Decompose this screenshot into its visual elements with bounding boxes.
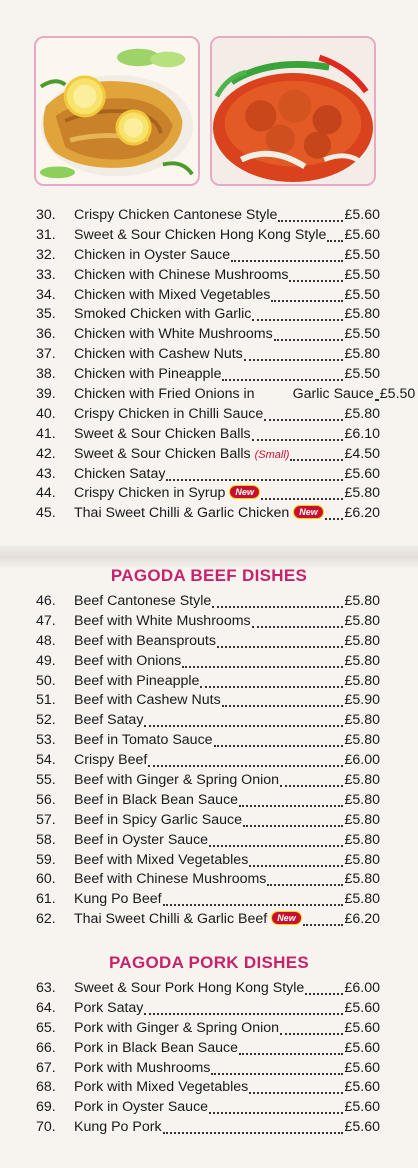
item-price: £5.60 — [344, 1059, 380, 1076]
dot-leader — [249, 1092, 343, 1094]
item-price: £5.60 — [344, 226, 380, 243]
dot-leader — [375, 399, 379, 401]
item-price: £5.80 — [344, 593, 380, 609]
menu-item — [36, 979, 380, 999]
item-name: Chicken in Oyster Sauce — [74, 246, 231, 263]
item-price: £5.80 — [344, 672, 380, 689]
item-price: £5.50 — [344, 266, 380, 283]
dot-leader — [209, 845, 343, 847]
item-price: £5.50 — [344, 246, 380, 263]
item-name: Chicken with White Mushrooms — [74, 326, 273, 343]
dot-leader — [252, 439, 344, 441]
item-price: £5.60 — [344, 1039, 380, 1056]
item-name: Thai Sweet Chilli & Garlic Beef — [74, 911, 268, 928]
menu-item — [36, 632, 380, 652]
item-number: 48. — [36, 632, 56, 649]
dot-leader — [278, 220, 343, 222]
item-number: 69. — [36, 1099, 56, 1116]
item-price: £5.80 — [344, 632, 380, 649]
new-badge: New — [293, 505, 324, 519]
item-name: Chicken with Fried Onions in — [74, 386, 255, 403]
item-name: Pork with Ginger & Spring Onion — [74, 1019, 280, 1036]
item-number: 70. — [36, 1119, 56, 1136]
item-name: Beef in Black Bean Sauce — [74, 791, 239, 808]
dot-leader — [274, 339, 344, 341]
item-price: £5.60 — [344, 1119, 380, 1136]
menu-item — [36, 731, 380, 751]
item-number: 35. — [36, 306, 56, 323]
item-name: Sweet & Sour Chicken Balls — [74, 445, 251, 462]
item-name: Pork in Black Bean Sauce — [74, 1039, 239, 1056]
item-price: £5.80 — [344, 891, 380, 908]
item-name: Beef with Cashew Nuts — [74, 692, 221, 709]
item-number: 32. — [36, 246, 56, 263]
lemon-chicken-photo — [34, 36, 200, 186]
item-name: Beef Cantonese Style — [74, 593, 212, 609]
item-price: £5.90 — [344, 692, 380, 709]
item-number: 36. — [36, 326, 56, 343]
item-name: Sweet & Sour Chicken Balls — [74, 425, 251, 442]
item-number: 31. — [36, 226, 56, 243]
pork-dish-list — [36, 979, 380, 1138]
dot-leader — [211, 1073, 343, 1075]
item-name: Kung Po Pork — [74, 1119, 162, 1136]
menu-item — [36, 771, 380, 791]
sweet-sour-chicken-photo — [210, 36, 376, 186]
dot-leader — [214, 745, 344, 747]
item-name: Beef with White Mushrooms — [74, 612, 251, 629]
item-name: Crispy Chicken in Chilli Sauce — [74, 405, 264, 422]
item-name: Beef in Tomato Sauce — [74, 732, 213, 749]
menu-item — [36, 672, 380, 692]
item-number: 44. — [36, 485, 56, 502]
item-number: 43. — [36, 465, 56, 482]
item-name: Beef with Pineapple — [74, 672, 200, 689]
menu-item — [36, 286, 380, 306]
menu-item — [36, 504, 380, 524]
dot-leader — [249, 865, 343, 867]
menu-item — [36, 751, 380, 771]
item-name: Beef with Ginger & Spring Onion — [74, 772, 280, 789]
item-name: Beef in Oyster Sauce — [74, 831, 209, 848]
item-number: 56. — [36, 791, 56, 808]
dot-leader — [261, 498, 344, 500]
menu-item — [36, 652, 380, 672]
menu-item — [36, 385, 416, 405]
size-note: (Small) — [254, 448, 290, 461]
item-number: 55. — [36, 772, 56, 789]
item-price: £5.50 — [344, 366, 380, 383]
menu-item — [36, 345, 380, 365]
item-number: 30. — [36, 207, 56, 223]
dot-leader — [182, 666, 343, 668]
menu-item — [36, 445, 380, 465]
item-number: 68. — [36, 1079, 56, 1096]
dot-leader — [271, 300, 343, 302]
dot-leader — [212, 606, 343, 608]
menu-item — [36, 226, 380, 246]
menu-item — [36, 1098, 380, 1118]
dot-leader — [148, 765, 343, 767]
menu-item — [36, 305, 380, 325]
dot-leader — [252, 626, 344, 628]
pork-section-heading: PAGODA PORK DISHES — [109, 953, 309, 972]
page-fold — [0, 546, 418, 568]
beef-section-heading: PAGODA BEEF DISHES — [110, 566, 308, 585]
item-name: Pork with Mushrooms — [74, 1059, 211, 1076]
item-number: 45. — [36, 505, 56, 522]
item-price: £5.80 — [344, 871, 380, 888]
item-price: £4.50 — [344, 445, 380, 462]
dot-leader — [239, 1053, 343, 1055]
dot-leader — [209, 1112, 343, 1114]
menu-item — [36, 999, 380, 1019]
item-price: £5.80 — [344, 306, 380, 323]
item-price: £5.60 — [344, 999, 380, 1016]
item-number: 63. — [36, 980, 56, 996]
menu-item — [36, 711, 380, 731]
item-price: £5.80 — [344, 851, 380, 868]
item-name: Beef with Mixed Vegetables — [74, 851, 249, 868]
dot-leader — [303, 924, 344, 926]
dot-leader — [166, 479, 343, 481]
dot-leader — [327, 240, 343, 242]
menu-item — [36, 425, 380, 445]
item-price: £5.60 — [344, 1099, 380, 1116]
item-price: £5.60 — [344, 207, 380, 223]
item-name: Sweet & Sour Pork Hong Kong Style — [74, 980, 305, 996]
dot-leader — [244, 359, 344, 361]
item-price: £6.00 — [344, 980, 380, 996]
item-number: 50. — [36, 672, 56, 689]
photo-strip — [34, 36, 380, 186]
item-name: Chicken with Mixed Vegetables — [74, 286, 271, 303]
item-name: Crispy Beef — [74, 752, 148, 769]
menu-item — [36, 890, 380, 910]
item-price: £5.80 — [344, 405, 380, 422]
item-price: £5.50 — [379, 386, 416, 403]
menu-item — [36, 1039, 380, 1059]
item-name: Sweet & Sour Chicken Hong Kong Style — [74, 226, 327, 243]
menu-item — [36, 1118, 380, 1138]
item-name: Beef in Spicy Garlic Sauce — [74, 811, 242, 828]
dot-leader — [264, 419, 343, 421]
item-name: Beef with Chinese Mushrooms — [74, 871, 267, 888]
item-number: 64. — [36, 999, 56, 1016]
item-price: £6.20 — [344, 911, 380, 928]
item-price: £6.00 — [344, 752, 380, 769]
item-price: £5.80 — [344, 772, 380, 789]
item-name: Crispy Chicken Cantonese Style — [74, 207, 278, 223]
menu-item — [36, 592, 380, 612]
menu-item — [36, 1059, 380, 1079]
menu-item — [36, 405, 380, 425]
item-name: Beef with Beansprouts — [74, 632, 216, 649]
item-number: 39. — [36, 386, 56, 403]
dot-leader — [252, 319, 343, 321]
item-number: 33. — [36, 266, 56, 283]
item-price: £5.60 — [344, 465, 380, 482]
dot-leader — [222, 379, 343, 381]
dot-leader — [290, 459, 343, 461]
item-name: Pork Satay — [74, 999, 144, 1016]
item-number: 52. — [36, 712, 56, 729]
item-price: £5.80 — [344, 791, 380, 808]
item-name: Beef Satay — [74, 712, 144, 729]
item-number: 40. — [36, 405, 56, 422]
item-name: Smoked Chicken with Garlic — [74, 306, 252, 323]
item-name: Chicken with Pineapple — [74, 366, 222, 383]
dot-leader — [144, 725, 343, 727]
menu-item-line — [36, 385, 255, 405]
menu-item — [36, 851, 380, 871]
item-name: Thai Sweet Chilli & Garlic Chicken — [74, 505, 290, 522]
item-number: 60. — [36, 871, 56, 888]
dot-leader — [289, 280, 343, 282]
item-price: £5.50 — [344, 286, 380, 303]
item-number: 49. — [36, 652, 56, 669]
item-number: 51. — [36, 692, 56, 709]
menu-item — [36, 246, 380, 266]
item-price: £5.80 — [344, 712, 380, 729]
menu-item — [36, 691, 380, 711]
item-price: £5.80 — [344, 732, 380, 749]
item-price: £6.10 — [344, 425, 380, 442]
item-name: Pork in Oyster Sauce — [74, 1099, 209, 1116]
item-number: 41. — [36, 425, 56, 442]
menu-item — [36, 831, 380, 851]
item-price: £5.80 — [344, 811, 380, 828]
item-number: 54. — [36, 752, 56, 769]
dot-leader — [222, 705, 344, 707]
item-name: Chicken Satay — [74, 465, 166, 482]
menu-item — [36, 1019, 380, 1039]
item-price: £5.50 — [344, 326, 380, 343]
item-number: 46. — [36, 593, 56, 609]
item-price: £5.60 — [344, 1019, 380, 1036]
item-number: 38. — [36, 366, 56, 383]
chicken-dish-list — [36, 206, 416, 524]
menu-item — [36, 612, 380, 632]
item-name: Beef with Onions — [74, 652, 182, 669]
item-price: £5.80 — [344, 612, 380, 629]
item-number: 66. — [36, 1039, 56, 1056]
menu-item — [36, 365, 380, 385]
menu-item — [36, 206, 380, 226]
dot-leader — [144, 1013, 343, 1015]
menu-item — [36, 910, 380, 930]
item-number: 65. — [36, 1019, 56, 1036]
menu-item — [36, 465, 380, 485]
item-price: £5.80 — [344, 831, 380, 848]
item-price: £5.80 — [344, 652, 380, 669]
item-number: 34. — [36, 286, 56, 303]
dot-leader — [280, 1033, 343, 1035]
item-price: £5.80 — [344, 485, 380, 502]
item-price: £5.80 — [344, 346, 380, 363]
item-number: 53. — [36, 732, 56, 749]
item-name: Kung Po Beef — [74, 891, 162, 908]
new-badge: New — [271, 911, 302, 925]
item-number: 42. — [36, 445, 56, 462]
item-number: 57. — [36, 811, 56, 828]
dot-leader — [243, 825, 344, 827]
new-badge: New — [229, 485, 260, 499]
item-number: 67. — [36, 1059, 56, 1076]
item-number: 47. — [36, 612, 56, 629]
item-name-continued: Garlic Sauce — [292, 386, 374, 403]
dot-leader — [200, 686, 343, 688]
item-number: 61. — [36, 891, 56, 908]
menu-item — [36, 484, 380, 504]
menu-item — [36, 791, 380, 811]
item-name: Pork with Mixed Vegetables — [74, 1079, 249, 1096]
beef-dish-list — [36, 592, 380, 930]
dot-leader — [239, 805, 343, 807]
item-number: 62. — [36, 911, 56, 928]
dot-leader — [325, 518, 344, 520]
dot-leader — [231, 260, 343, 262]
dot-leader — [305, 993, 343, 995]
menu-item — [36, 266, 380, 286]
item-name: Chicken with Chinese Mushrooms — [74, 266, 289, 283]
item-number: 37. — [36, 346, 56, 363]
dot-leader — [280, 785, 343, 787]
menu-item — [36, 811, 380, 831]
dot-leader — [163, 1132, 344, 1134]
dot-leader — [267, 884, 343, 886]
menu-item — [36, 870, 380, 890]
item-price: £5.60 — [344, 1079, 380, 1096]
menu-item — [36, 325, 380, 345]
dot-leader — [217, 646, 344, 648]
item-name: Crispy Chicken in Syrup — [74, 485, 226, 502]
item-name: Chicken with Cashew Nuts — [74, 346, 243, 363]
item-price: £6.20 — [344, 505, 380, 522]
menu-item — [36, 1078, 380, 1098]
item-number: 58. — [36, 831, 56, 848]
menu-item-line — [255, 385, 416, 405]
item-number: 59. — [36, 851, 56, 868]
dot-leader — [163, 904, 344, 906]
